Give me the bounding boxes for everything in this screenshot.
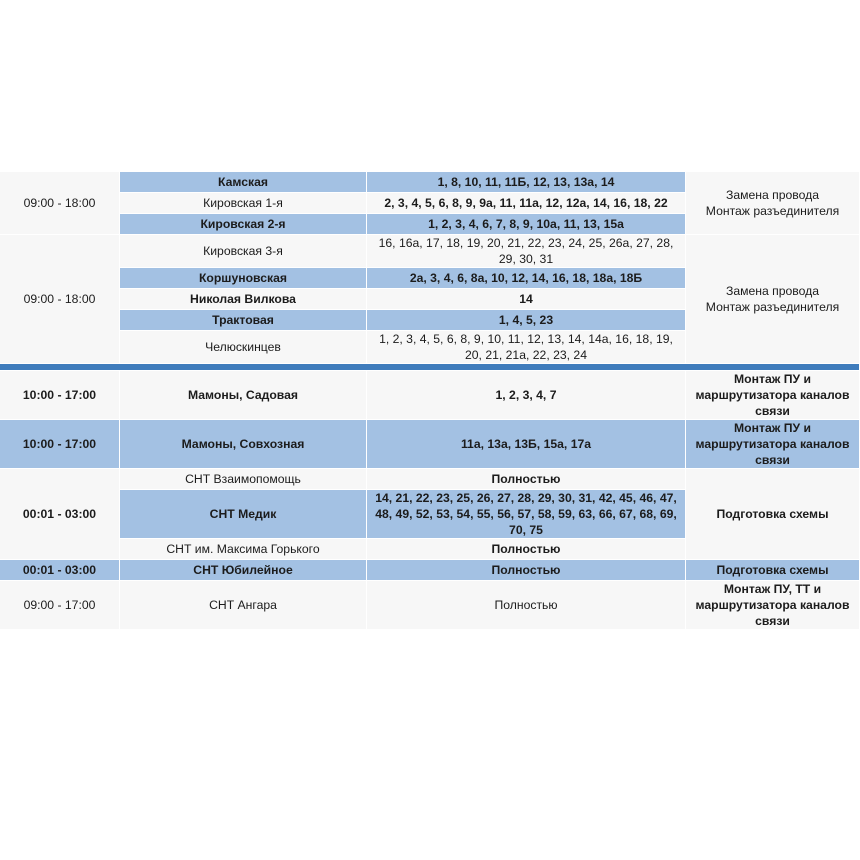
street-text: СНТ Юбилейное (193, 563, 293, 577)
street-cell (120, 371, 367, 420)
work-text: Монтаж ПУ и маршрутизатора каналов связи (695, 372, 850, 418)
table-row (0, 469, 860, 490)
houses-cell (367, 289, 686, 310)
time-text: 10:00 - 17:00 (22, 388, 97, 402)
outage-schedule-table (0, 172, 860, 630)
time-text: 09:00 - 18:00 (23, 196, 96, 210)
time-cell (0, 420, 120, 469)
street-text: Коршуновская (198, 271, 288, 285)
houses-cell (367, 193, 686, 214)
work-text: Подготовка схемы (716, 507, 829, 521)
street-cell (120, 420, 367, 469)
houses-cell (367, 560, 686, 581)
houses-text: Полностью (491, 472, 561, 486)
houses-text: 11а, 13а, 13Б, 15а, 17а (460, 437, 592, 451)
work-text-line-1: Замена провода (725, 188, 820, 202)
houses-text: 1, 2, 3, 4, 6, 7, 8, 9, 10а, 11, 13, 15а (428, 217, 624, 231)
street-cell (120, 214, 367, 235)
work-text: Монтаж ПУ и маршрутизатора каналов связи (695, 421, 850, 467)
work-cell (686, 420, 860, 469)
time-cell (0, 172, 120, 235)
time-text: 09:00 - 17:00 (23, 598, 96, 612)
work-cell (686, 371, 860, 420)
street-cell (120, 289, 367, 310)
divider-bar (0, 364, 860, 371)
work-text-line-1: Замена провода (725, 284, 820, 298)
work-text-line-2: Монтаж разъединителя (705, 204, 840, 218)
time-cell (0, 235, 120, 364)
street-cell (120, 490, 367, 539)
time-text: 00:01 - 03:00 (22, 563, 97, 577)
street-text: Николая Вилкова (190, 292, 296, 306)
houses-cell (367, 214, 686, 235)
street-cell (120, 581, 367, 630)
street-cell (120, 539, 367, 560)
houses-cell (367, 310, 686, 331)
street-text: СНТ им. Максима Горького (166, 542, 320, 556)
time-text: 10:00 - 17:00 (22, 437, 97, 451)
street-text: Кировская 3-я (203, 244, 283, 258)
time-cell (0, 581, 120, 630)
street-text: СНТ Ангара (209, 598, 277, 612)
work-cell (686, 469, 860, 560)
street-cell (120, 331, 367, 364)
table-row (0, 371, 860, 420)
street-text: Мамоны, Совхозная (181, 437, 305, 451)
street-text: СНТ Медик (209, 507, 277, 521)
houses-cell (367, 331, 686, 364)
street-cell (120, 235, 367, 268)
houses-text: 1, 2, 3, 4, 5, 6, 8, 9, 10, 11, 12, 13, 14, 14а, 16, 18, 19, 20, 21, 21а, 22, 23, 24 (379, 332, 673, 362)
work-cell (686, 581, 860, 630)
houses-text: 16, 16а, 17, 18, 19, 20, 21, 22, 23, 24, 25, 26а, 27, 28, 29, 30, 31 (378, 236, 674, 266)
houses-cell (367, 469, 686, 490)
street-text: СНТ Взаимопомощь (185, 472, 301, 486)
street-text: Камская (218, 175, 268, 189)
table-row (0, 560, 860, 581)
section-divider (0, 364, 860, 371)
street-cell (120, 172, 367, 193)
work-cell (686, 172, 860, 235)
work-text: Подготовка схемы (716, 563, 829, 577)
street-text: Челюскинцев (205, 340, 281, 354)
houses-text: 2, 3, 4, 5, 6, 8, 9, 9а, 11, 11а, 12, 12а, 14, 16, 18, 22 (384, 196, 668, 210)
time-cell (0, 371, 120, 420)
time-cell (0, 469, 120, 560)
street-cell (120, 469, 367, 490)
table-row (0, 235, 860, 268)
street-text: Кировская 1-я (203, 196, 283, 210)
work-text-line-2: Монтаж разъединителя (705, 300, 840, 314)
houses-text: 1, 4, 5, 23 (498, 313, 554, 327)
houses-cell (367, 420, 686, 469)
time-cell (0, 560, 120, 581)
houses-cell (367, 581, 686, 630)
table-row (0, 420, 860, 469)
street-text: Мамоны, Садовая (187, 388, 299, 402)
houses-cell (367, 235, 686, 268)
street-text: Трактовая (212, 313, 274, 327)
street-cell (120, 193, 367, 214)
houses-text: Полностью (494, 598, 558, 612)
work-cell (686, 235, 860, 364)
work-cell (686, 560, 860, 581)
street-cell (120, 310, 367, 331)
street-cell (120, 560, 367, 581)
houses-cell (367, 172, 686, 193)
houses-cell (367, 268, 686, 289)
street-cell (120, 268, 367, 289)
houses-cell (367, 539, 686, 560)
houses-text: 2а, 3, 4, 6, 8а, 10, 12, 14, 16, 18, 18а, 18Б (409, 271, 643, 285)
table-row (0, 581, 860, 630)
houses-text: 1, 2, 3, 4, 7 (495, 388, 557, 402)
time-text: 00:01 - 03:00 (22, 507, 97, 521)
time-text: 09:00 - 18:00 (23, 292, 96, 306)
houses-text: 1, 8, 10, 11, 11Б, 12, 13, 13а, 14 (437, 175, 615, 189)
street-text: Кировская 2-я (200, 217, 286, 231)
houses-text: 14 (519, 292, 533, 306)
work-text: Монтаж ПУ, ТТ и маршрутизатора каналов связи (695, 582, 850, 628)
houses-cell (367, 371, 686, 420)
houses-text: Полностью (491, 563, 561, 577)
houses-text: 14, 21, 22, 23, 25, 26, 27, 28, 29, 30, 31, 42, 45, 46, 47, 48, 49, 52, 53, 54, 55, 56, 57, 58, 59, 63, 66, 67, 68, 69, 70, 75 (375, 491, 677, 537)
table-row (0, 172, 860, 193)
houses-text: Полностью (491, 542, 561, 556)
houses-cell (367, 490, 686, 539)
